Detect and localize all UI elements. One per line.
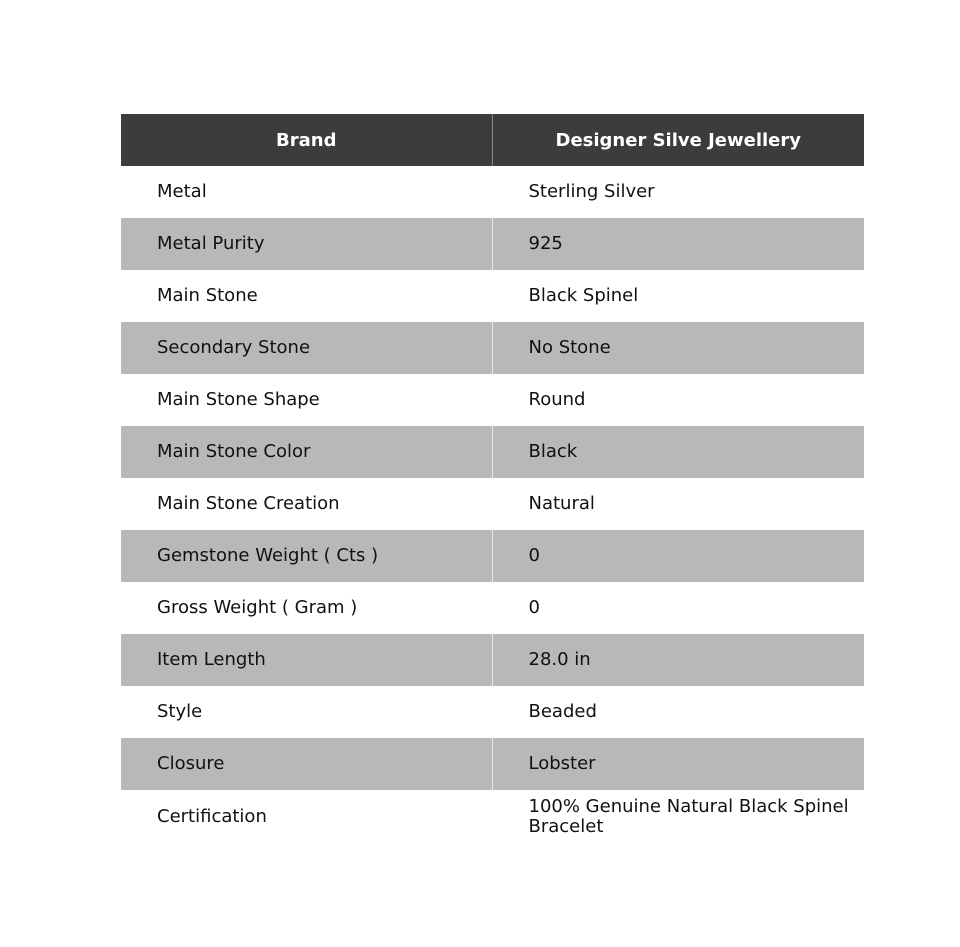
row-label: Secondary Stone xyxy=(121,322,492,374)
row-value: Black Spinel xyxy=(492,270,864,322)
table-row xyxy=(121,374,864,426)
table-row xyxy=(121,686,864,738)
row-value: 0 xyxy=(492,530,864,582)
table-row xyxy=(121,530,864,582)
row-value: 925 xyxy=(492,218,864,270)
row-label: Main Stone Creation xyxy=(157,493,340,514)
row-label: Closure xyxy=(121,738,492,790)
row-label: Main Stone Color xyxy=(121,426,492,478)
row-label: Main Stone xyxy=(157,285,258,306)
row-label: Gemstone Weight ( Cts ) xyxy=(121,530,492,582)
row-label: Certification xyxy=(157,806,267,827)
row-value: 100% Genuine Natural Black Spinel Bracelet xyxy=(492,790,864,844)
table-header-row xyxy=(121,114,864,166)
header-brand-value: Designer Silve Jewellery xyxy=(492,114,864,166)
row-label: Gross Weight ( Gram ) xyxy=(157,597,358,618)
header-brand-label: Brand xyxy=(121,114,492,166)
row-label: Metal xyxy=(157,181,207,202)
table-row xyxy=(121,322,864,374)
row-value: 0 xyxy=(492,582,864,634)
row-value: 28.0 in xyxy=(492,634,864,686)
row-value: Sterling Silver xyxy=(492,166,864,218)
row-value: Natural xyxy=(492,478,864,530)
row-value: Lobster xyxy=(492,738,864,790)
row-label: Metal Purity xyxy=(121,218,492,270)
table-row xyxy=(121,790,864,844)
table-row xyxy=(121,166,864,218)
row-label: Main Stone Shape xyxy=(157,389,320,410)
row-label: Style xyxy=(157,701,203,722)
table-row xyxy=(121,582,864,634)
row-value: No Stone xyxy=(492,322,864,374)
table-row xyxy=(121,634,864,686)
row-value: Beaded xyxy=(492,686,864,738)
row-label: Item Length xyxy=(121,634,492,686)
product-spec-table xyxy=(121,114,864,844)
table-row xyxy=(121,738,864,790)
row-value: Black xyxy=(492,426,864,478)
table-row xyxy=(121,218,864,270)
table-row xyxy=(121,426,864,478)
table-row xyxy=(121,478,864,530)
table-row xyxy=(121,270,864,322)
row-value: Round xyxy=(492,374,864,426)
